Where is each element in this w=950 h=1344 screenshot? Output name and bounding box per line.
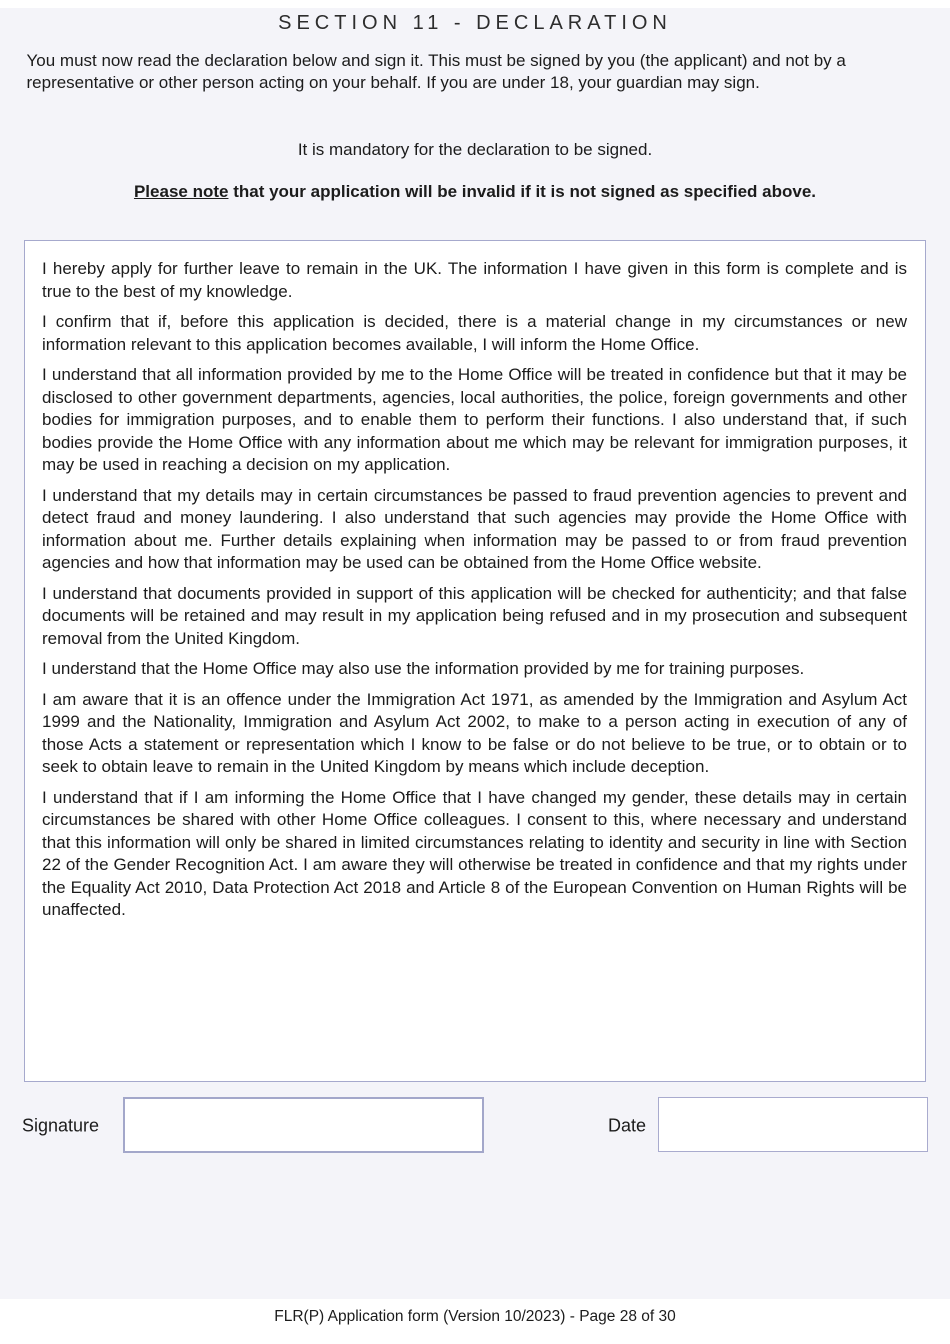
signature-field[interactable] [123,1097,484,1153]
declaration-paragraph: I understand that if I am informing the Home Office that I have changed my gender, these details may in certain circumstances be shared with other Home Office colleagues. I consent to this, where necessary and understand that this information will only be shared in limited circumstances relating to identity and security in line with Section 22 of the Gender Recognition Act. I am aware they will otherwise be treated in confidence and that my rights under the Equality Act 2010, Data Protection Act 2018 and Article 8 of the European Convention on Human Rights will be unaffected. [42,787,907,919]
page-title: SECTION 11 - DECLARATION [278,12,672,34]
invalid-note-rest: that your application will be invalid if it is not signed as specified above. [228,182,817,201]
declaration-paragraph: I am aware that it is an offence under the Immigration Act 1971, as amended by the Immigration and Asylum Act 1999 and the Nationality, Immigration and Asylum Act 2002, to make to a person acting in execution of any of those Acts a statement or representation which I know to be false or do not believe to be true, or to obtain or to seek to obtain leave to remain in the United Kingdom by means which include deception. [42,689,907,776]
form-page-sheet [0,8,950,1299]
declaration-box [24,240,926,1082]
mandatory-note: It is mandatory for the declaration to be signed. [297,140,653,159]
declaration-paragraph: I understand that all information provided by me to the Home Office will be treated in confidence but that it may be disclosed to other government departments, agencies, local authorities, the police, foreign governments and other bodies for immigration purposes, and to enable them to perform their functions. I also understand that, if such bodies provide the Home Office with any information about me which may be relevant for immigration purposes, it may be used in reaching a decision on my application. [42,365,907,474]
intro-text: You must now read the declaration below and sign it. This must be signed by you (the applicant) and not by a representative or other person acting on your behalf. If you are under 18, your guardian may sign. [26,51,846,92]
date-field[interactable] [658,1097,928,1152]
signature-date-row [0,1097,950,1154]
invalid-note [0,181,950,203]
footer-text: FLR(P) Application form (Version 10/2023) - Page 28 of 30 [274,1308,676,1325]
signature-label: Signature [22,1115,100,1135]
declaration-paragraph: I hereby apply for further leave to remain in the UK. The information I have given in this form is complete and is true to the best of my knowledge. [42,259,907,301]
invalid-note-lead: Please note [133,182,229,201]
declaration-paragraph: I understand that my details may in certain circumstances be passed to fraud prevention agencies to prevent and detect fraud and money laundering. I also understand that such agencies may provide the Home Office with information about me. Further details explaining when information may be passed to or from fraud prevention agencies and how that information may be used can be obtained from the Home Office website. [42,485,907,572]
declaration-paragraph: I confirm that if, before this application is decided, there is a material change in my circumstances or new information relevant to this application becomes available, I will inform the Home Office. [42,312,907,354]
date-label: Date [608,1115,647,1135]
declaration-paragraph: I understand that documents provided in support of this application will be checked for authenticity; and that false documents will be retained and may result in my application being refused and in my prosecution and subsequent removal from the United Kingdom. [42,583,907,648]
declaration-paragraph: I understand that the Home Office may also use the information provided by me for training purposes. [42,659,805,678]
